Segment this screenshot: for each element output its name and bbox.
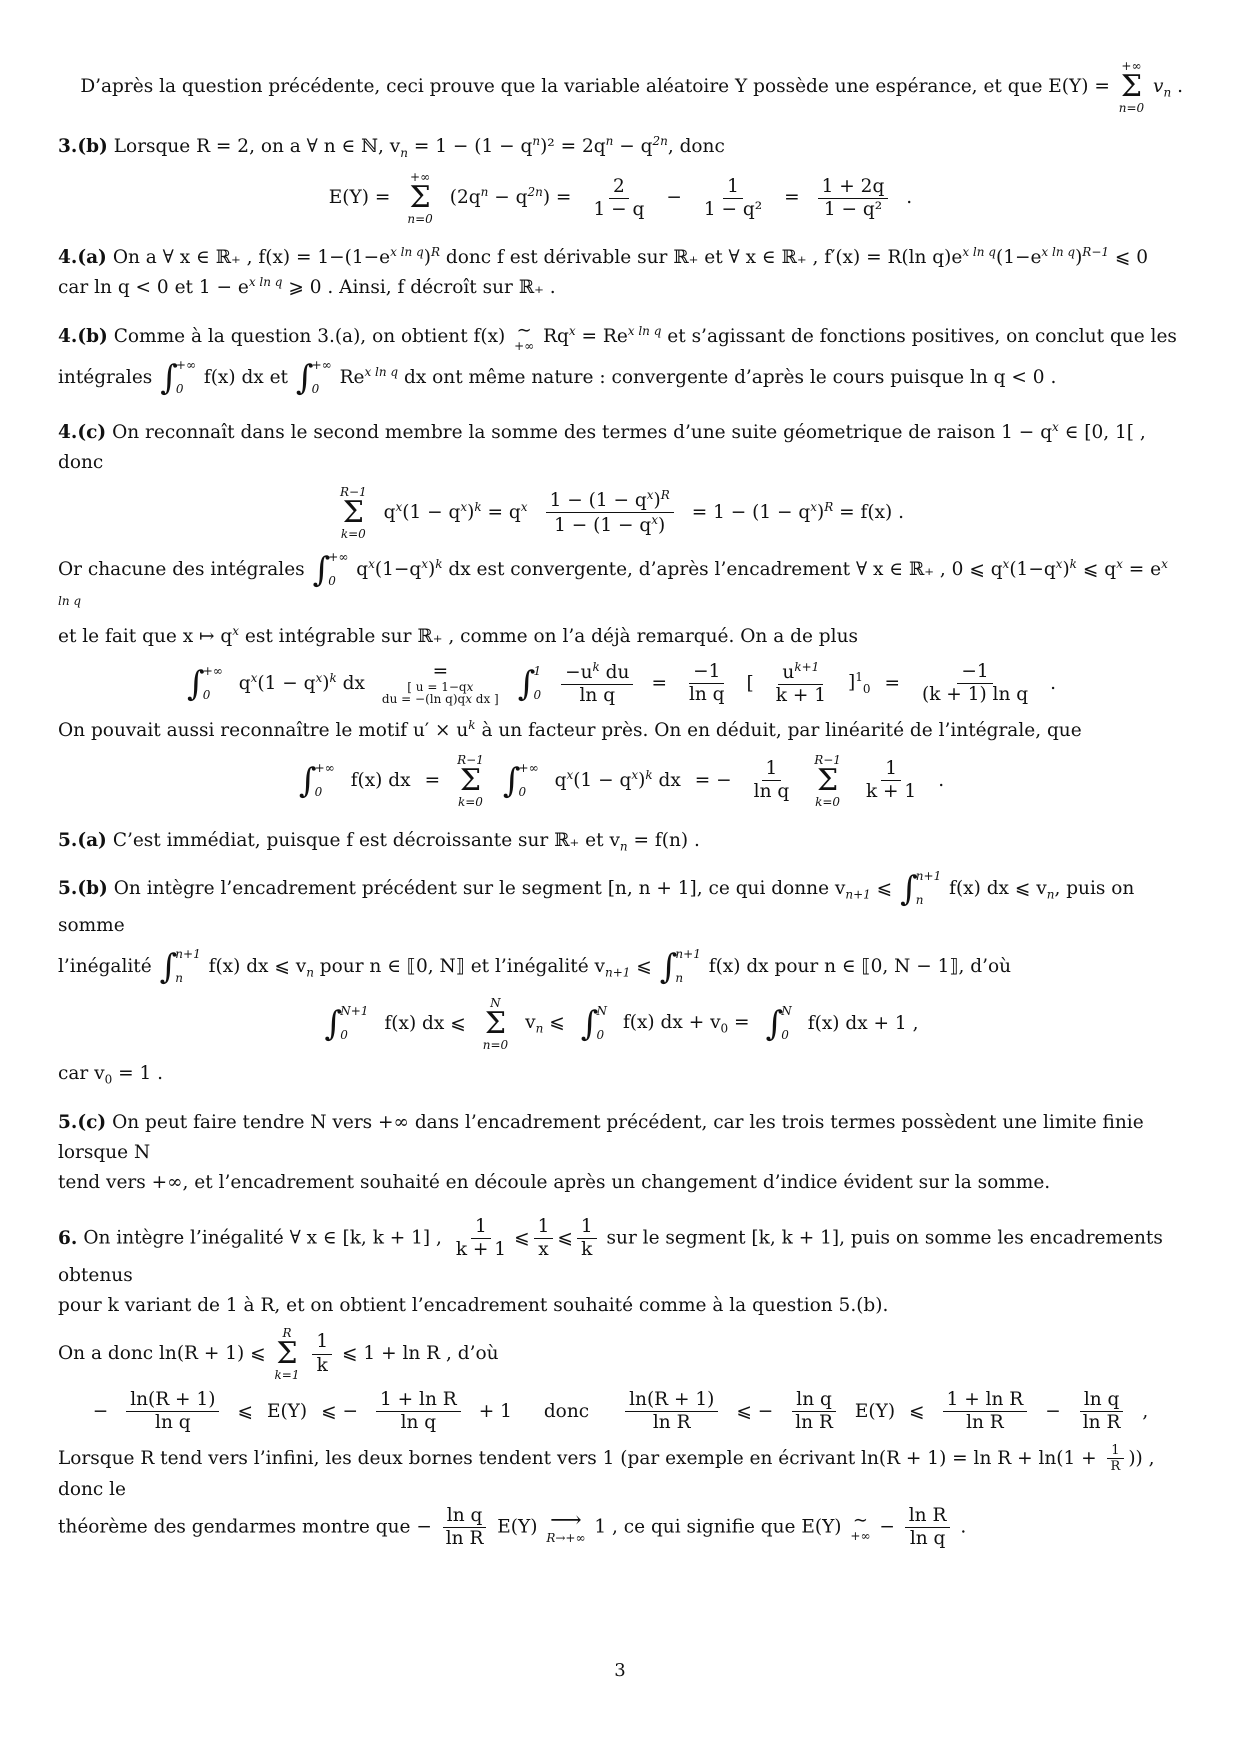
- page-number: 3: [614, 1660, 626, 1681]
- label-4a: 4.(a): [58, 247, 107, 269]
- section-4c: 4.(c) On reconnaît dans le second membre la somme des termes d’une suite géometrique de raison $1 - q^x$ ∈ [0, 1[ , donc R−1 Σ k=0 $q^x(1 - q^x)^k = q^x$ $\frac{1 - (1 - q^x)^R}{1 - (1 - q^x)}$ = $1 - (1 - q^x)^R = f(x)$ . Or chacune des intégrales ∫ +∞ 0 $q^x(1-q^x)^k$ dx est convergente, d’après l’encadrement ∀ x ∈ ℝ₊ , 0 ⩽ $q^x(1-q^x)^k$ ⩽ $q^x = e^{x ln q}$ et le fait que x ↦ $q^x$ est intégrable sur ℝ₊ , comme on l’a déjà remarqué. On a de plus ∫ +∞ 0 $q^x(1 - q^x)^k$ dx = [ u = 1−qx du = −(ln q)qx dx ] ∫ 1 0 $\frac{-u^k du}{\text{ln q}}$ = $\frac{-1}{\text{ln q}}$ [ $\frac{u^{k+1}}{k + 1}$ ]$^1_0$ = $\frac{-1}{\text{(k + 1) ln q}}$ . On pouvait aussi reconnaître le motif $u' \times u^k$ à un facteur près. On en déduit, par linéarité de l’intégrale, que ∫ +∞ 0 f(x) dx = R−1 Σ k=0 ∫ +∞ 0 $q^x(1 - q^x)^k$ dx = − $\frac{1}{\text{ln q}}$ R−1 Σ k=0 $\frac{1}{k + 1}$ .: [58, 418, 1183, 808]
- equation-6: − $\frac{\ln(R + 1)}{\text{ln q}}$ ⩽ E(Y) ⩽ − $\frac{\text{1 + ln R}}{\text{ln q}}$ + 1 donc $\frac{\ln(R + 1)}{\text{ln R}}$ ⩽ − $\frac{\text{ln q}}{\text{ln R}}$ E(Y) ⩽ $\frac{\text{1 + ln R}}{\text{ln R}}$ − $\frac{\text{ln q}}{\text{ln R}}$ ,: [92, 1389, 1149, 1434]
- intro-paragraph: D’après la question précédente, ceci prouve que la variable aléatoire Y possède une espérance, et que E(Y) = +∞ Σ n=0 $v_n$ .: [80, 59, 1183, 115]
- section-4a: 4.(a) On a ∀ x ∈ ℝ₊ , $f(x) = 1-(1-e^{x ln q})^R$ donc f est dérivable sur ℝ₊ et ∀ x ∈ ℝ₊ , f′(x) = R(ln $q)e^{x ln q}(1-e^{x ln q})^{R-1}$ ⩽ 0 car ln q < 0 et $1 - e^{x ln q}$ ⩾ 0 . Ainsi, f décroît sur ℝ₊ .: [58, 245, 1149, 299]
- equation-5b: ∫ N+1 0 f(x) dx ⩽ N Σ n=0 $v_n$ ⩽ ∫ N 0 f(x) dx + $v_0$ = ∫ N 0 f(x) dx + 1 ,: [324, 995, 919, 1052]
- section-4b: 4.(b) Comme à la question 3.(a), on obtient f(x) ∼ +∞ $Rq^x = Re^{x ln q}$ et s’agissant de fonctions positives, on conclut que les intégrales ∫ +∞ 0 f(x) dx et ∫ +∞ 0 $Re^{x ln q}$ dx ont même nature : convergente d’après le cours puisque ln q < 0 .: [58, 319, 1177, 398]
- label-4c: 4.(c): [58, 421, 107, 443]
- label-3b: 3.(b): [58, 136, 108, 158]
- label-5a: 5.(a): [58, 829, 107, 851]
- intro-text: D’après la question précédente, ceci prouve que la variable aléatoire Y possède une espérance, et que E(Y) =: [80, 76, 1116, 97]
- section-5b: 5.(b) On intègre l’encadrement précédent sur le segment [n, n + 1], ce qui donne $v_{n+1}$ ⩽ ∫ n+1 n f(x) dx ⩽ $v_n$, puis on somme l’inégalité ∫ n+1 n f(x) dx ⩽ $v_n$ pour n ∈ ⟦0, N⟧ et l’inégalité $v_{n+1}$ ⩽ ∫ n+1 n f(x) dx pour n ∈ ⟦0, N − 1⟧, d’où ∫ N+1 0 f(x) dx ⩽ N Σ n=0 $v_n$ ⩽ ∫ N 0 f(x) dx + $v_0$ = ∫ N 0 f(x) dx + 1 , car $v_0 = 1$ .: [58, 867, 1183, 1090]
- page-content: [58, 60, 1183, 1550]
- label-5c: 5.(c): [58, 1111, 107, 1133]
- label-4b: 4.(b): [58, 325, 108, 347]
- equation-4c-result: ∫ +∞ 0 f(x) dx = R−1 Σ k=0 ∫ +∞ 0 $q^x(1 - q^x)^k$ dx = − $\frac{1}{\text{ln q}}$ R−1 Σ k=0 $\frac{1}{k + 1}$ .: [298, 752, 945, 809]
- equation-3b: E(Y) = +∞ Σ n=0 $(2q^n - q^{2n})$ = $\frac{2}{1 - q}$ − $\frac{1}{\text{1 − q²}}$ = $\frac{1 + 2q}{\text{1 − q²}}$ .: [328, 170, 913, 227]
- section-5c: 5.(c) On peut faire tendre N vers +∞ dans l’encadrement précédent, car les trois termes possèdent une limite finie lorsque N tend vers +∞, et l’encadrement souhaité en découle après un changement d’indice évident sur la somme.: [58, 1111, 1144, 1193]
- section-3b: 3.(b) Lorsque R = 2, on a ∀ n ∈ ℕ, $v_n = 1 - (1 - q^n)^2 = 2q^n - q^{2n}$, donc E(Y) = +∞ Σ n=0 $(2q^n - q^{2n})$ = $\frac{2}{1 - q}$ − $\frac{1}{\text{1 − q²}}$ = $\frac{1 + 2q}{\text{1 − q²}}$ .: [58, 132, 1183, 225]
- sum-symbol: +∞ Σ n=0: [1118, 59, 1145, 115]
- label-6: 6.: [58, 1227, 78, 1249]
- section-6: 6. On intègre l’inégalité ∀ x ∈ [k, k + 1] , $\frac{1}{k + 1}$ ⩽ $\frac{1}{x}$ ⩽ $\frac{1}{k}$ sur le segment [k, k + 1], puis on somme les encadrements obtenus pour k variant de 1 à R, et on obtient l’encadrement souhaité comme à la question 5.(b). On a donc ln(R + 1) ⩽ R Σ k=1 $\frac{1}{k}$ ⩽ 1 + ln R , d’où − $\frac{\ln(R + 1)}{\text{ln q}}$ ⩽ E(Y) ⩽ − $\frac{\text{1 + ln R}}{\text{ln q}}$ + 1 donc $\frac{\ln(R + 1)}{\text{ln R}}$ ⩽ − $\frac{\text{ln q}}{\text{ln R}}$ E(Y) ⩽ $\frac{\text{1 + ln R}}{\text{ln R}}$ − $\frac{\text{ln q}}{\text{ln R}}$ , Lorsque R tend vers l’infini, les deux bornes tendent vers 1 (par exemple en écrivant ln(R + 1) = ln R + ln(1 + $\frac{1}{R}$ )) , donc le théorème des gendarmes montre que − $\frac{\text{ln q}}{\text{ln R}}$ E(Y) ⟶ R→+∞ 1 , ce qui signifie que E(Y) ∼ +∞ − $\frac{\text{ln R}}{\text{ln q}}$ .: [58, 1216, 1183, 1550]
- equation-4c-geometric: R−1 Σ k=0 $q^x(1 - q^x)^k = q^x$ $\frac{1 - (1 - q^x)^R}{1 - (1 - q^x)}$ = $1 - (1 - q^x)^R = f(x)$ .: [339, 484, 905, 541]
- equation-4c-integral: ∫ +∞ 0 $q^x(1 - q^x)^k$ dx = [ u = 1−qx du = −(ln q)qx dx ] ∫ 1 0 $\frac{-u^k du}{\text{ln q}}$ = $\frac{-1}{\text{ln q}}$ [ $\frac{u^{k+1}}{k + 1}$ ]$^1_0$ = $\frac{-1}{\text{(k + 1) ln q}}$ .: [186, 660, 1057, 707]
- section-5a: 5.(a) C’est immédiat, puisque f est décroissante sur ℝ₊ et $v_n = f(n)$ .: [58, 829, 700, 854]
- label-5b: 5.(b): [58, 877, 108, 899]
